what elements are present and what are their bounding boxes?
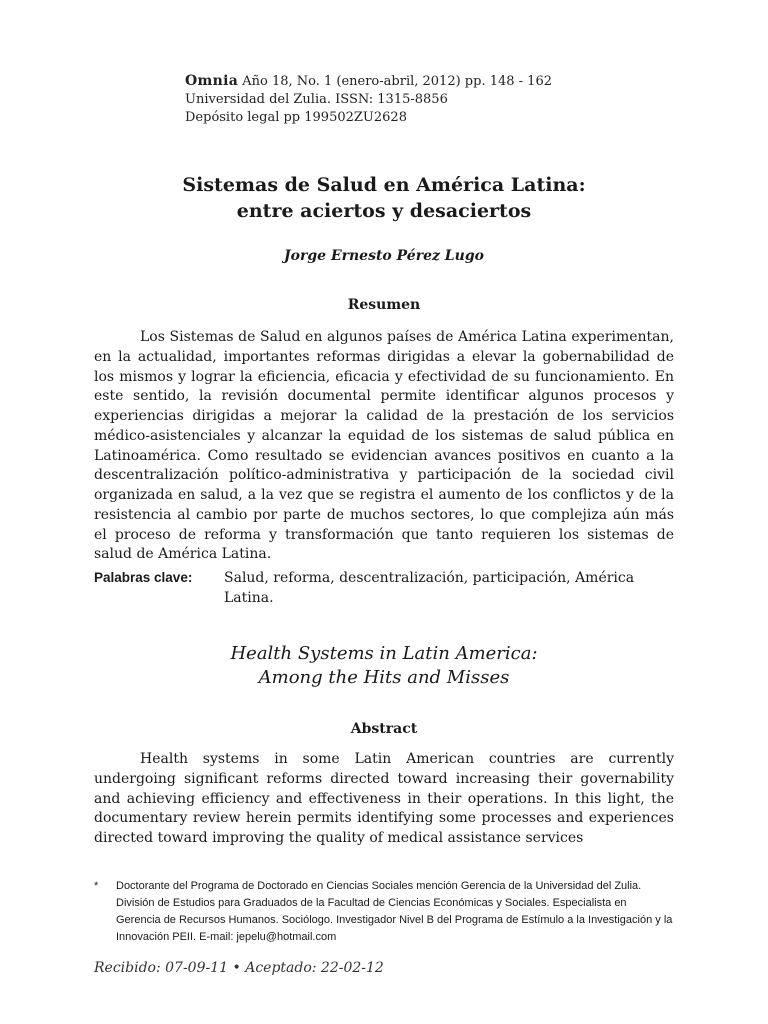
received-accepted-dates: Recibido: 07-09-11 • Aceptado: 22-02-12: [94, 960, 384, 976]
legal-deposit: Depósito legal pp 199502ZU2628: [185, 110, 407, 125]
journal-issue-line: [185, 72, 665, 91]
english-title-line-2: Among the Hits and Misses: [258, 667, 510, 688]
university-issn: Universidad del Zulia. ISSN: 1315-8856: [185, 92, 448, 107]
author-footnote: [94, 878, 674, 946]
article-title: [94, 172, 674, 224]
title-line-2: entre aciertos y desaciertos: [236, 200, 532, 222]
author-name: Jorge Ernesto Pérez Lugo: [284, 248, 484, 264]
abstract-heading: Abstract: [350, 721, 418, 737]
keywords-label: Palabras clave:: [94, 570, 193, 585]
footnote-mark: *: [94, 880, 99, 892]
issue-info: Año 18, No. 1 (enero-abril, 2012) pp. 148 - 162: [242, 74, 552, 89]
journal-header: [185, 72, 665, 127]
footnote-text: Doctorante del Programa de Doctorado en Ciencias Sociales mención Gerencia de la Universidad del Zulia. División de Estudios para Graduados de la Facultad de Ciencias Económicas y Sociales. Especialista en Gerencia de Recursos Humanos. Sociólogo. Investigador Nivel B del Programa de Estímulo a la Investigación y la Innovación PEII. E-mail: jepelu@hotmail.com: [116, 880, 673, 943]
resumen-body: Los Sistemas de Salud en algunos países de América Latina experimentan, en la actualidad, importantes reformas dirigidas a elevar la gobernabilidad de los mismos y lograr la eficiencia, eficacia y efectividad de su funcionamiento. En este sentido, la revisión documental permite identificar algunos procesos y experiencias dirigidas a mejorar la calidad de la prestación de los servicios médico-asistenciales y alcanzar la equidad de los sistemas de salud pública en Latinoamérica. Como resultado se evidencian avances positivos en cuanto a la descentralización político-administrativa y participación de la sociedad civil organizada en salud, a la vez que se registra el aumento de los conflictos y de la resistencia al cambio por parte de muchos sectores, lo que complejiza aún más el proceso de reforma y transformación que tanto requieren los sistemas de salud de América Latina.: [94, 329, 674, 563]
english-title-line-1: Health Systems in Latin America:: [230, 643, 538, 664]
resumen-heading: Resumen: [347, 297, 421, 313]
keywords-value: Salud, reforma, descentralización, participación, América Latina.: [224, 570, 635, 606]
journal-name: Omnia: [185, 73, 239, 89]
abstract-body: Health systems in some Latin American countries are currently undergoing significant reforms directed toward increasing their governability and achieving efficiency and effectiveness in their operations. In this light, the documentary review herein permits identifying some processes and experiences directed toward improving the quality of medical assistance services: [94, 751, 674, 846]
english-title: [94, 642, 674, 690]
title-line-1: Sistemas de Salud en América Latina:: [182, 174, 586, 196]
keywords: [94, 568, 674, 608]
